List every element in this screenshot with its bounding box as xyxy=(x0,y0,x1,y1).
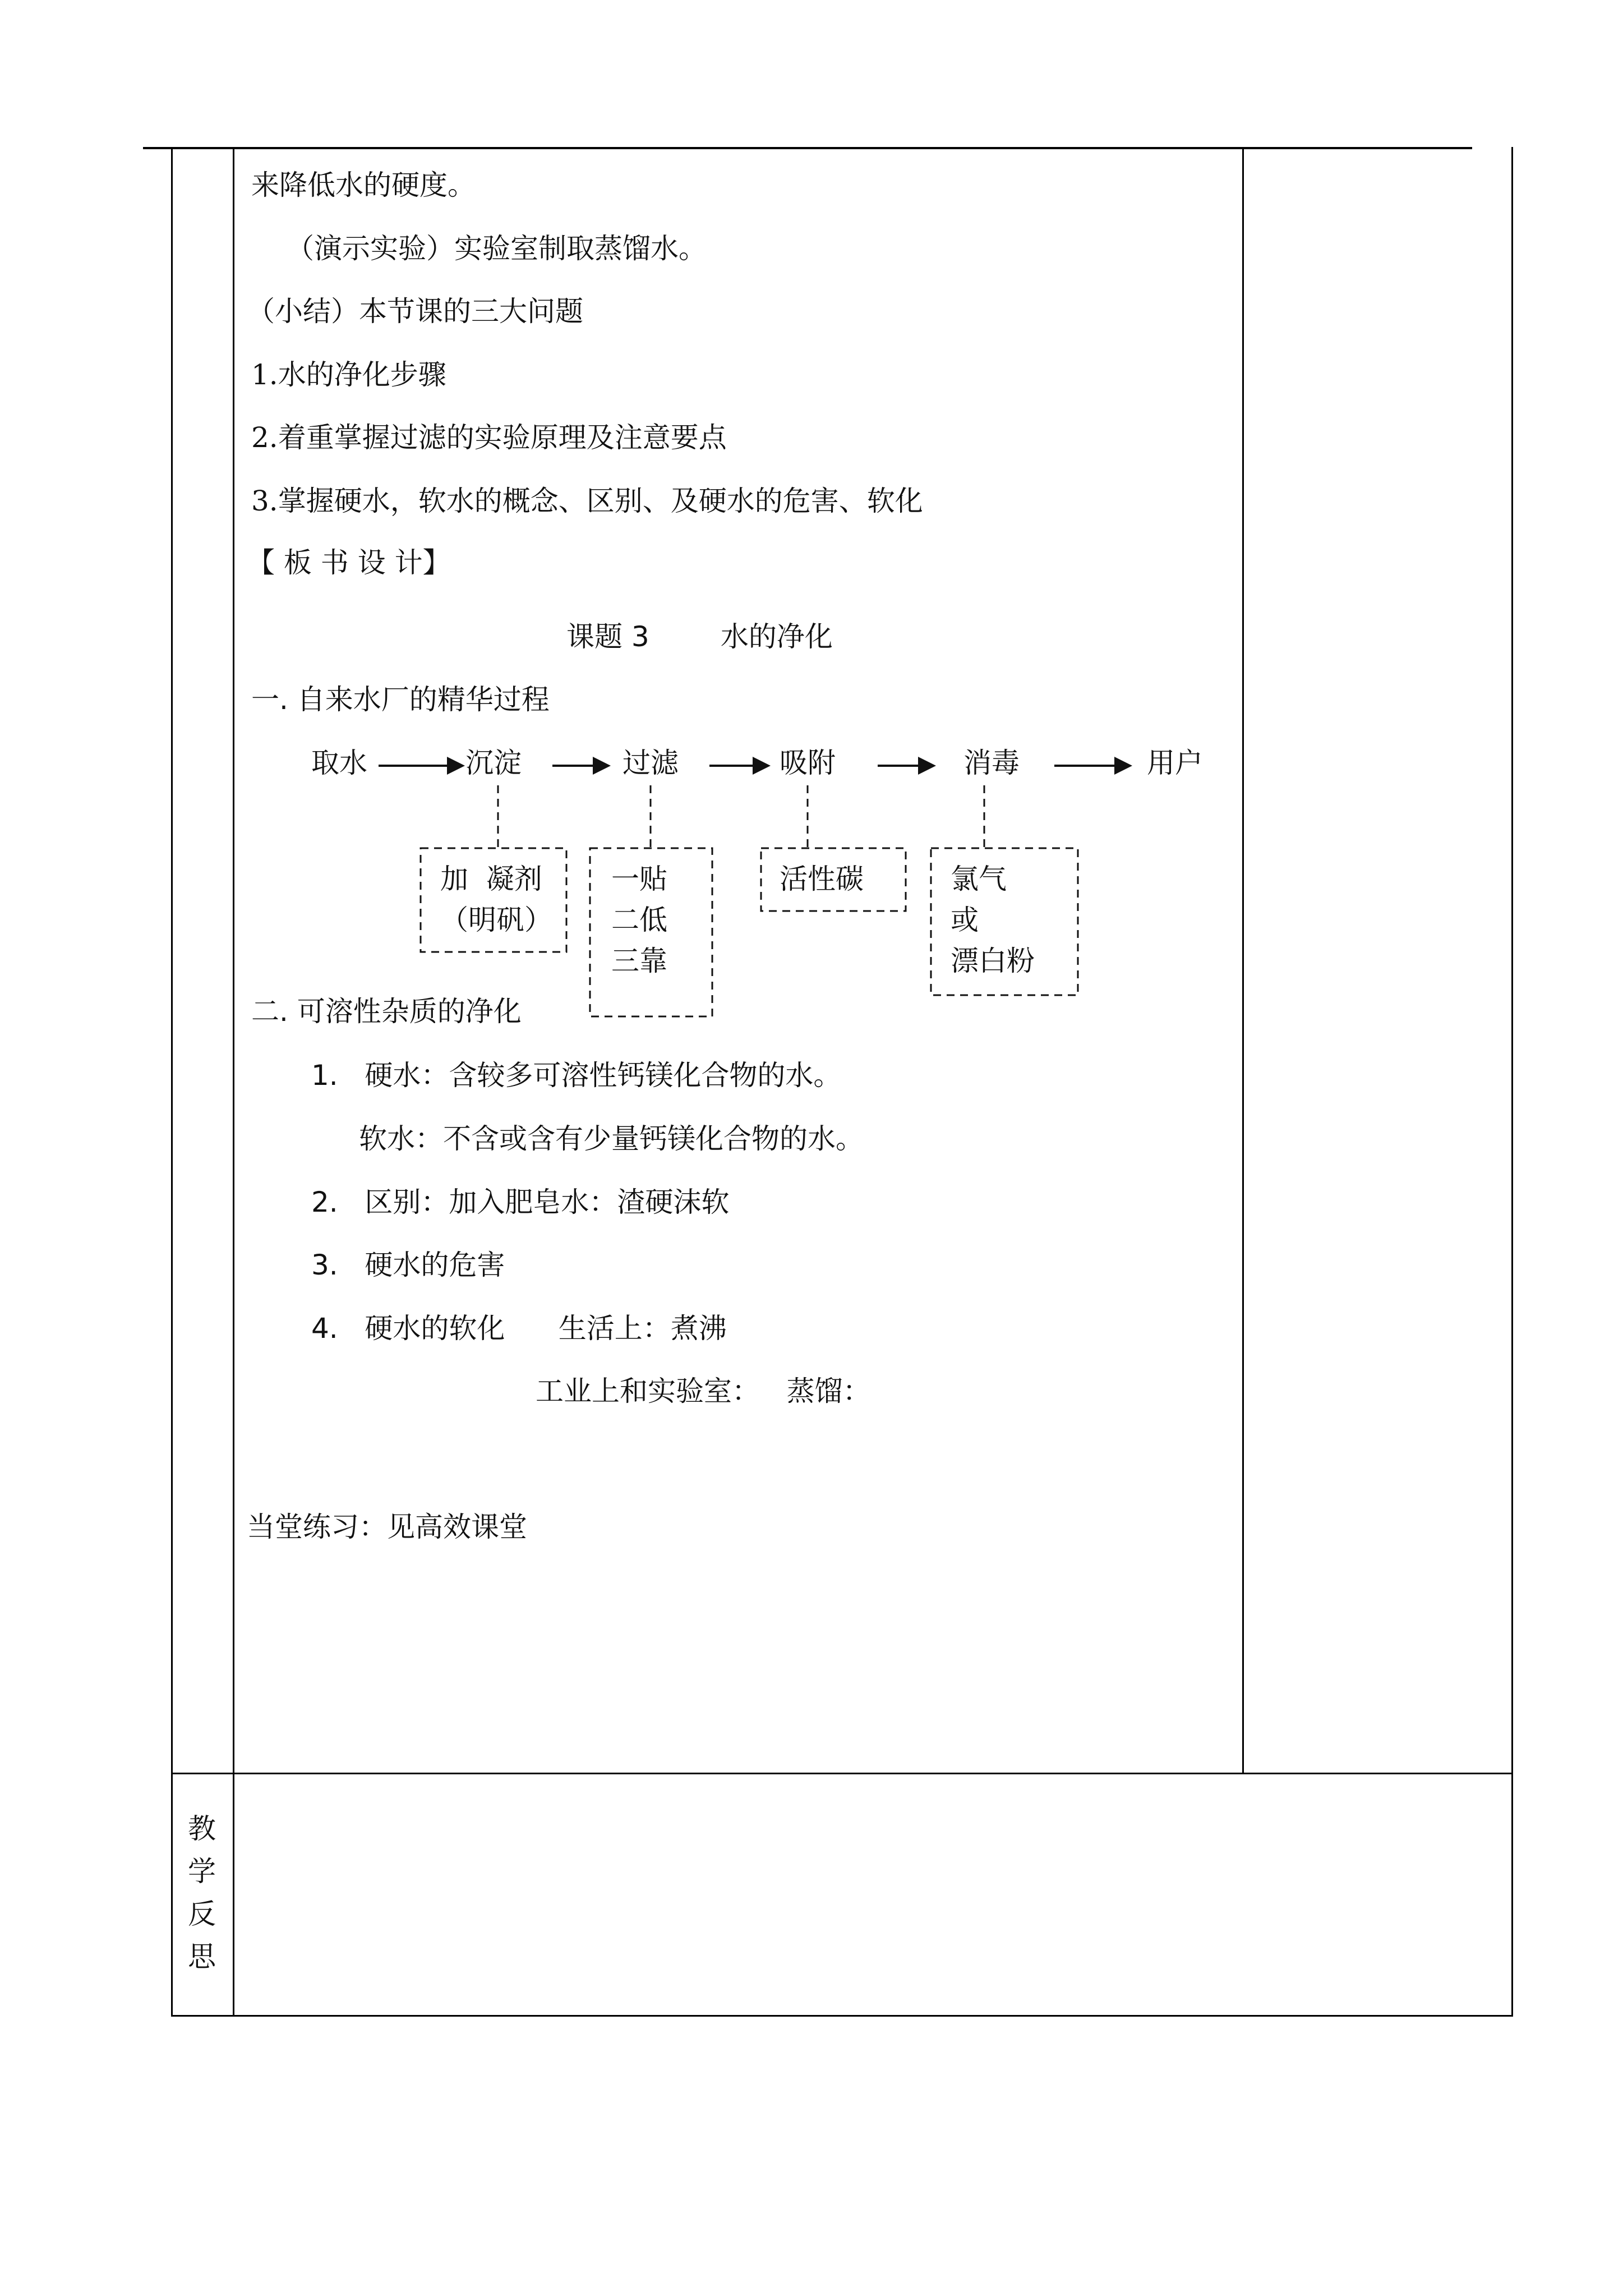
body-line-2: （演示实验）实验室制取蒸馏水。 xyxy=(286,232,707,265)
section-1-heading: 一. 自来水厂的精华过程 xyxy=(251,683,550,716)
step-sedimentation: 沉淀 xyxy=(465,747,522,779)
filter-rule-1: 一贴 xyxy=(611,863,667,895)
item-harm: 3. 硬水的危害 xyxy=(311,1249,505,1281)
body-line-1: 来降低水的硬度。 xyxy=(251,169,476,201)
board-design-heading: 【 板 书 设 计】 xyxy=(247,546,451,579)
step-take-water: 取水 xyxy=(311,747,367,779)
in-class-practice: 当堂练习：见高效课堂 xyxy=(247,1511,527,1543)
filter-rule-2: 二低 xyxy=(611,904,667,936)
step-adsorption: 吸附 xyxy=(780,747,836,779)
body-line-5: 2.着重掌握过滤的实验原理及注意要点 xyxy=(251,421,727,454)
item-hard-water: 1. 硬水：含较多可溶性钙镁化合物的水。 xyxy=(311,1059,842,1092)
body-line-3: （小结）本节课的三大问题 xyxy=(247,295,583,328)
reflection-char-1: 教 xyxy=(188,1812,216,1845)
reflection-char-2: 学 xyxy=(188,1855,216,1888)
coagulant-text-1: 加 凝剂 xyxy=(440,863,542,895)
item-softening: 4. 硬水的软化 生活上：煮沸 xyxy=(311,1312,727,1345)
reflection-char-4: 思 xyxy=(188,1940,216,1973)
reflection-char-3: 反 xyxy=(188,1898,216,1930)
dashed-connectors xyxy=(498,785,984,848)
disinfect-text-1: 氯气 xyxy=(951,863,1007,895)
item-distinguish: 2. 区别：加入肥皂水：渣硬沫软 xyxy=(311,1186,730,1218)
teaching-reflection-label xyxy=(171,1807,233,1978)
section-2-heading: 二. 可溶性杂质的净化 xyxy=(251,995,522,1028)
step-filtration: 过滤 xyxy=(623,747,679,779)
filter-rule-3: 三靠 xyxy=(611,945,667,977)
bottom-border xyxy=(171,2015,1513,2017)
flow-diagram-lines xyxy=(0,0,1623,1066)
step-disinfection: 消毒 xyxy=(963,747,1020,779)
item-industry-lab: 工业上和实验室： 蒸馏： xyxy=(536,1375,871,1407)
carbon-text: 活性碳 xyxy=(780,863,864,895)
disinfect-text-3: 漂白粉 xyxy=(951,945,1035,977)
body-line-6: 3.掌握硬水，软水的概念、区别、及硬水的危害、软化 xyxy=(251,485,923,517)
coagulant-text-2: （明矾） xyxy=(440,904,552,936)
item-soft-water: 软水：不含或含有少量钙镁化合物的水。 xyxy=(359,1122,864,1155)
body-line-4: 1.水的净化步骤 xyxy=(251,358,446,391)
board-title: 课题 3 水的净化 xyxy=(566,620,833,653)
step-users: 用户 xyxy=(1147,747,1203,779)
reflection-row-divider xyxy=(171,1773,1513,1774)
disinfect-text-2: 或 xyxy=(951,904,979,936)
